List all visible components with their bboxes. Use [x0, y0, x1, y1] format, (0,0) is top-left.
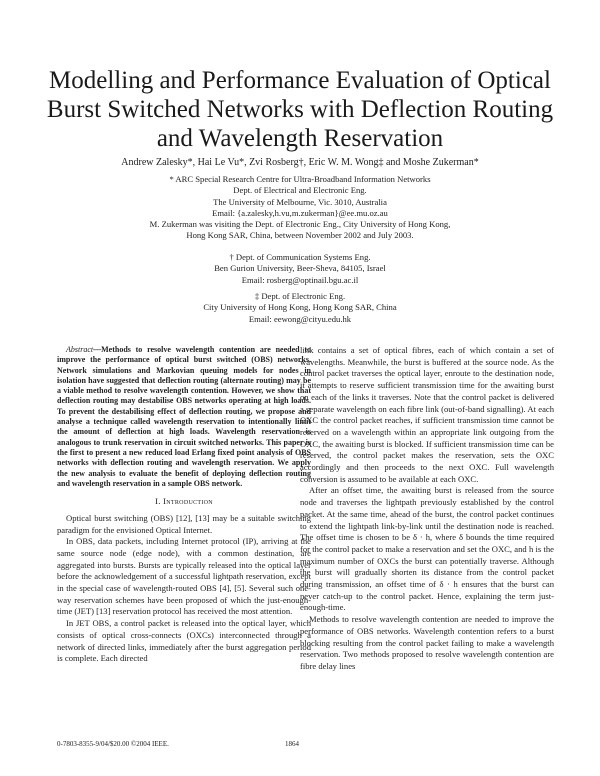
right-column — [300, 345, 554, 673]
affiliation-line: City University of Hong Kong, Hong Kong SAR, China — [203, 302, 397, 313]
body-paragraph: In OBS, data packets, including Internet protocol (IP), arriving at the same source node (edge node), with a common destination, are aggregated into bursts. Bursts are typically released into the optical layer before the acknowledgement of a successful lightpath reservation, except in the special case of wavelength-routed OBS [4], [5]. Several such one-way reservation schemes have been proposed of which the just-enough-time (JET) [13] reservation protocol has received the most attention. — [57, 536, 311, 617]
abstract-text: —Methods to resolve wavelength contention are needed to improve the performance of optical burst switched (OBS) networks. Network simulations and Markovian queuing models for nodes in isolation have suggested that deflection routing (alternate routing) may be a viable method to resolve wavelength contention. However, we show that deflection routing may destabilise OBS networks operating at high loads. To prevent the destabilising effect of deflection routing, we propose and analyse a technique called wavelength reservation to intentionally limit the amount of deflection at high loads. Wavelength reservation is analogous to trunk reservation in circuit switched networks. This paper is the first to present a new reduced load Erlang fixed point analysis of OBS networks with deflection routing and wavelength reservation. We apply the new analysis to evaluate the benefit of deploying deflection routing and wavelength reservation in a sample OBS network. — [57, 345, 311, 488]
paper-title — [40, 66, 560, 153]
page-number: 1864 — [285, 740, 299, 748]
affiliation-ben-gurion — [40, 252, 560, 286]
author-list: Andrew Zalesky*, Hai Le Vu*, Zvi Rosberg†, Eric W. M. Wong‡ and Moshe Zukerman* — [121, 157, 479, 168]
affiliation-city-university — [40, 291, 560, 325]
affiliation-line: Email: {a.zalesky,h.vu,m.zukerman}@ee.mu.oz.au — [212, 207, 388, 218]
affiliation-line: ‡ Dept. of Electronic Eng. — [254, 291, 346, 301]
abstract-label: Abstract — [66, 345, 94, 354]
affiliation-line: M. Zukerman was visiting the Dept. of Electronic Eng., City University of Hong Kong, — [149, 219, 451, 230]
title-line: and Wavelength Reservation — [156, 125, 444, 152]
body-paragraph: Methods to resolve wavelength contention are needed to improve the performance of OBS networks. Wavelength contention refers to a burst blocking resulting from the control packet failing to make a wavelength reservation. Two methods proposed to resolve wavelength contention are fibre delay lines — [300, 614, 554, 671]
affiliation-line: Hong Kong SAR, China, between November 2002 and July 2003. — [186, 230, 414, 241]
body-paragraph: In JET OBS, a control packet is released into the optical layer, which consists of optical cross-connects (OXCs) interconnected through a network of directed links, immediately after the burst aggregation period is complete. Each directed — [57, 618, 311, 664]
affiliation-melbourne — [40, 174, 560, 242]
section-heading: I. Introduction — [155, 496, 213, 507]
affiliation-line: † Dept. of Communication Systems Eng. — [229, 252, 371, 262]
affiliation-line: Dept. of Electrical and Electronic Eng. — [233, 185, 367, 196]
abstract — [57, 345, 311, 489]
title-line: Burst Switched Networks with Deflection Routing — [46, 96, 554, 123]
left-column — [57, 345, 311, 665]
affiliation-line: The University of Melbourne, Vic. 3010, Australia — [213, 196, 387, 207]
title-line: Modelling and Performance Evaluation of Optical — [49, 67, 551, 94]
affiliation-line: Ben Gurion University, Beer-Sheva, 84105, Israel — [214, 263, 386, 274]
affiliation-line: * ARC Special Research Centre for Ultra-Broadband Information Networks — [169, 174, 431, 184]
affiliation-line: Email: eewong@cityu.edu.hk — [248, 313, 352, 324]
body-paragraph: Optical burst switching (OBS) [12], [13] may be a suitable switching paradigm for the envisioned Optical Internet. — [57, 512, 311, 535]
body-paragraph: link contains a set of optical fibres, each of which contain a set of wavelengths. Meanwhile, the burst is buffered at the source node. As the control packet traverses the optical layer, enroute to the destination node, it attempts to reserve sufficient transmission time for the awaiting burst on each of the links it traverses. Note that the control packet is delivered a separate wavelength on each fibre link (out-of-band signalling). At each OXC the control packet reaches, if sufficient transmission time cannot be reserved on a wavelength within an appropriate link outgoing from the OXC, the awaiting burst is blocked. If sufficient transmission time can be reserved, the control packet makes the reservation, sets the OXC accordingly and then proceeds to the next OXC. Full wavelength conversion is assumed to be available at each OXC. — [300, 345, 554, 484]
affiliation-line: Email: rosberg@optinail.bgu.ac.il — [241, 274, 359, 285]
copyright-footer: 0-7803-8355-9/04/$20.00 ©2004 IEEE. — [57, 740, 169, 748]
body-paragraph: After an offset time, the awaiting burst is released from the source node and traverses the lightpath previously established by the control packet. At the same time, ahead of the burst, the control packet continues to extend the lightpath link-by-link until the destination node is reached. The offset time is chosen to be δ · h, where δ bounds the time required for the control packet to make a reservation and set the OXC, and h is the maximum number of OXCs the burst can potentially traverse. Although the burst will gradually shorten its distance from the control packet during transmission, an offset time of δ · h ensures that the burst can never catch-up to the control packet. Hence, explaining the term just-enough-time. — [300, 485, 554, 613]
